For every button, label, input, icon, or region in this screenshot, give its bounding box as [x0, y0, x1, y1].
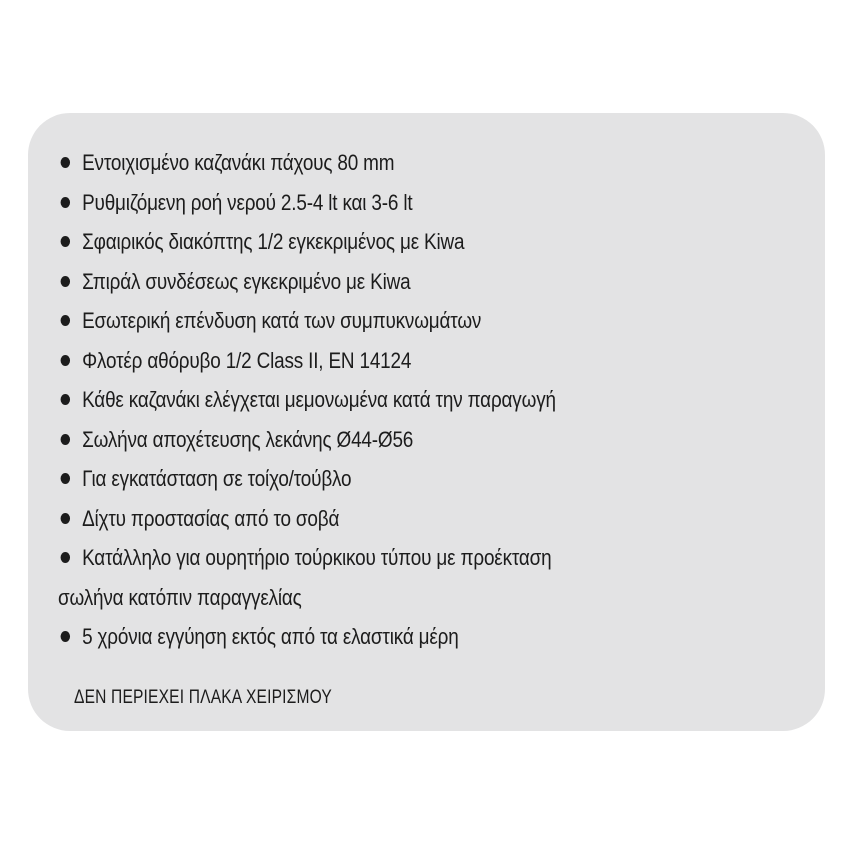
bullet-icon	[58, 499, 82, 539]
list-item	[58, 459, 556, 499]
bullet-icon	[58, 222, 82, 262]
list-item	[58, 222, 556, 262]
bullet-icon	[58, 143, 82, 183]
bullet-icon	[58, 420, 82, 460]
list-item	[58, 262, 556, 302]
spec-card	[28, 113, 825, 731]
list-item-text: Ρυθμιζόμενη ροή νερού 2.5-4 lt και 3-6 lt	[82, 189, 413, 215]
list-item-text: Φλοτέρ αθόρυβο 1/2 Class II, EN 14124	[82, 347, 412, 373]
list-item	[58, 499, 556, 539]
bullet-icon	[58, 341, 82, 381]
list-item-text: Κατάλληλο για ουρητήριο τούρκικου τύπου με προέκταση	[82, 545, 552, 570]
list-item-text: Για εγκατάσταση σε τοίχο/τούβλο	[82, 466, 352, 491]
footer-note: ΔΕΝ ΠΕΡΙΕΧΕΙ ΠΛΑΚΑ ΧΕΙΡΙΣΜΟΥ	[74, 687, 332, 708]
list-item-text-continuation: σωλήνα κατόπιν παραγγελίας	[58, 584, 302, 610]
list-item-text: Δίχτυ προστασίας από το σοβά	[82, 505, 340, 531]
list-item	[58, 420, 556, 460]
list-item-text: Εντοιχισμένο καζανάκι πάχους 80 mm	[82, 150, 395, 175]
list-item	[58, 617, 556, 657]
bullet-icon	[58, 538, 82, 578]
bullet-icon	[58, 262, 82, 302]
bullet-icon	[58, 183, 82, 223]
list-item-text: Σωλήνα αποχέτευσης λεκάνης Ø44-Ø56	[82, 426, 414, 452]
list-item-text: Σπιράλ συνδέσεως εγκεκριμένο με Kiwa	[82, 268, 411, 294]
list-item	[58, 538, 556, 617]
list-item-text: 5 χρόνια εγγύηση εκτός από τα ελαστικά μέρη	[82, 624, 459, 649]
list-item-text: Σφαιρικός διακόπτης 1/2 εγκεκριμένος με Kiwa	[82, 229, 465, 254]
bullet-icon	[58, 380, 82, 420]
list-item-text-block	[58, 538, 552, 617]
bullet-icon	[58, 301, 82, 341]
feature-list	[58, 143, 556, 657]
list-item-text: Κάθε καζανάκι ελέγχεται μεμονωμένα κατά την παραγωγή	[82, 387, 556, 412]
list-item	[58, 301, 556, 341]
list-item	[58, 341, 556, 381]
list-item	[58, 143, 556, 183]
bullet-icon	[58, 617, 82, 657]
list-item	[58, 380, 556, 420]
list-item	[58, 183, 556, 223]
list-item-text: Εσωτερική επένδυση κατά των συμπυκνωμάτων	[82, 308, 482, 333]
bullet-icon	[58, 459, 82, 499]
